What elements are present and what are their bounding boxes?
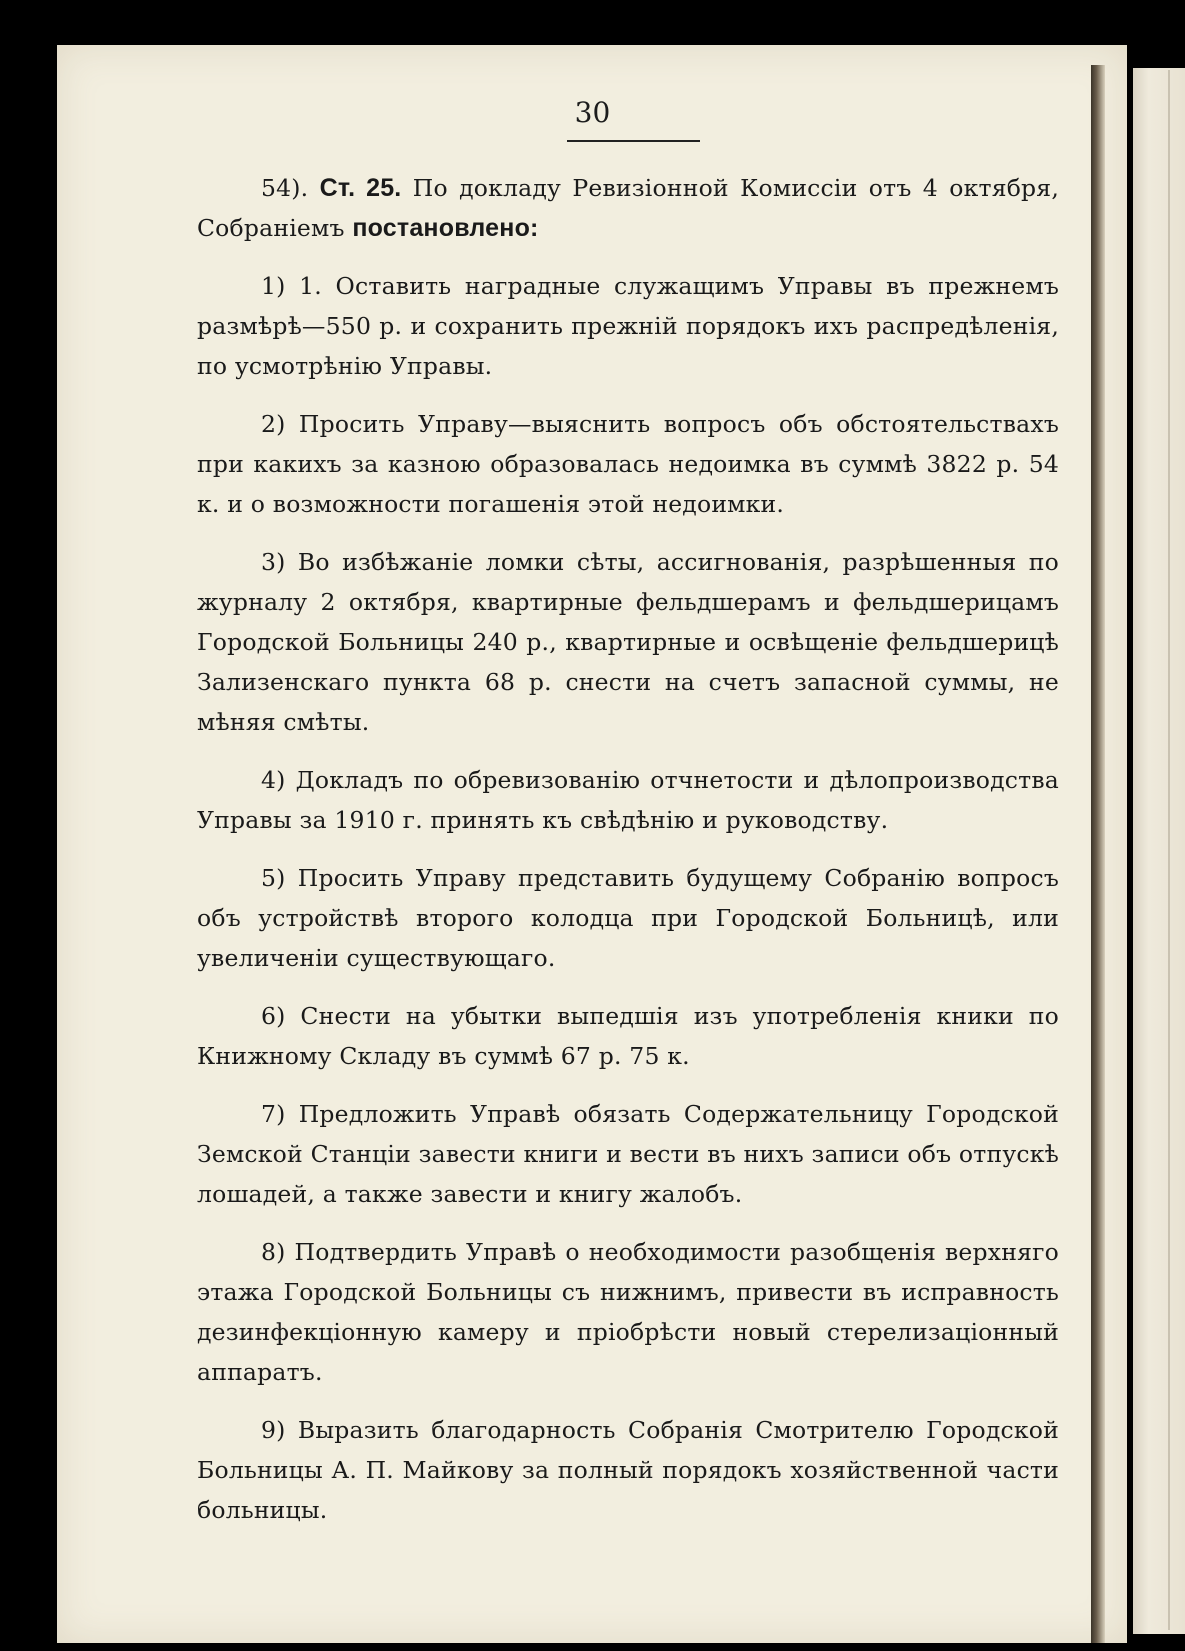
header-rule	[567, 140, 700, 142]
document-body	[197, 168, 1059, 1548]
resolution-item: 4) Докладъ по обревизованію отчнетости и дѣлопроизводства Управы за 1910 г. принять къ свѣдѣнію и руководству.	[197, 766, 1059, 834]
article-number: Ст. 25.	[319, 174, 402, 202]
page-edge-line	[1168, 70, 1170, 1630]
resolution-item: 7) Предложить Управѣ обязать Содержательницу Городской Земской Станціи завести книги и вести въ нихъ записи объ отпускѣ лошадей, а также завести и книгу жалобъ.	[197, 1100, 1059, 1208]
resolution-item: 1) 1. Оставить наградные служащимъ Управы въ прежнемъ размѣрѣ—550 р. и сохранить прежній порядокъ ихъ распредѣленія, по усмотрѣнію Управы.	[197, 272, 1059, 380]
resolution-item: 2) Просить Управу—выяснить вопросъ объ обстоятельствахъ при какихъ за казною образовалась недоимка въ суммѣ 3822 р. 54 к. и о возможности погашенія этой недоимки.	[197, 410, 1059, 518]
resolved-label: постановлено:	[352, 214, 539, 242]
next-page-edge	[1133, 68, 1185, 1634]
intro-paragraph	[197, 168, 1059, 248]
resolution-item: 3) Во избѣжаніе ломки сѣты, ассигнованія, разрѣшенныя по журналу 2 октября, квартирные фельдшерамъ и фельдшерицамъ Городской Больницы 240 р., квартирные и освѣщеніе фельдшерицѣ Зализенскаго пункта 68 р. снести на счетъ запасной суммы, не мѣняя смѣты.	[197, 548, 1059, 736]
page-number: 30	[574, 96, 611, 129]
resolution-item: 6) Снести на убытки выпедшія изъ употребленія кники по Книжному Складу въ суммѣ 67 р. 75 к.	[197, 1002, 1059, 1070]
resolution-item: 8) Подтвердить Управѣ о необходимости разобщенія верхняго этажа Городской Больницы съ нижнимъ, привести въ исправность дезинфекціонную камеру и пріобрѣсти новый стерелизаціонный аппаратъ.	[197, 1238, 1059, 1386]
entry-number: 54).	[261, 174, 309, 202]
intro-text: По докладу Ревизіонной Комиссіи отъ 4 октября,	[412, 174, 1059, 202]
resolution-item: 9) Выразить благодарность Собранія Смотрителю Городской Больницы А. П. Майкову за полный порядокъ хозяйственной части больницы.	[197, 1416, 1059, 1524]
assembly-text: Собраніемъ	[197, 214, 345, 242]
resolution-item: 5) Просить Управу представить будущему Собранію вопросъ объ устройствѣ второго колодца при Городской Больницѣ, или увеличеніи существующаго.	[197, 864, 1059, 972]
